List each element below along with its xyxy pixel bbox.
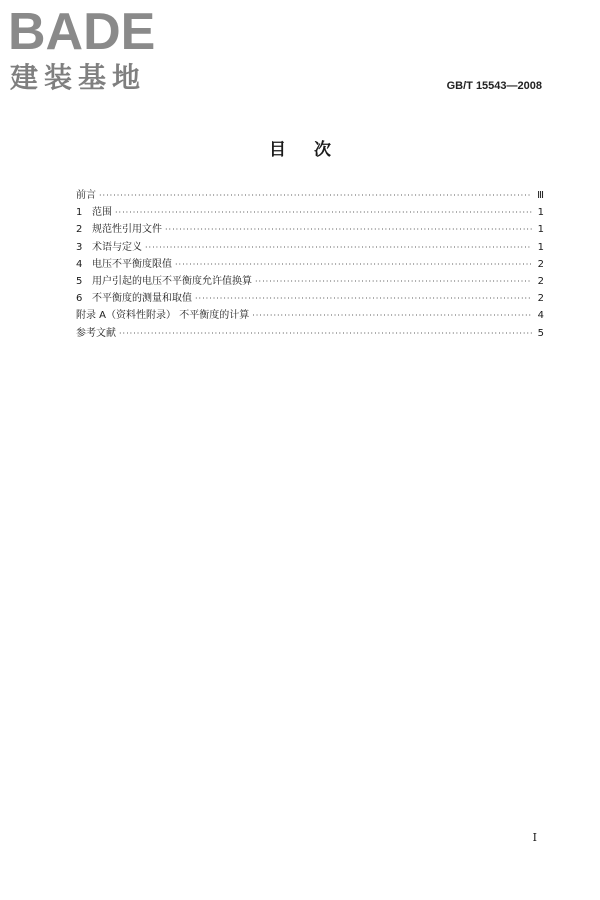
toc-entry-page: 5 xyxy=(537,327,544,339)
toc-entry-page: 2 xyxy=(537,258,544,270)
toc-leader-dots xyxy=(195,294,532,303)
toc-entry-number: 3 xyxy=(76,241,83,253)
toc-entry[interactable] xyxy=(76,255,544,272)
toc-entry-label: 不平衡度的测量和取值 xyxy=(92,293,192,305)
toc-entry-label: 术语与定义 xyxy=(92,241,142,253)
toc-entry-number: 6 xyxy=(76,293,83,305)
toc-entry-label: 参考文献 xyxy=(76,327,116,339)
table-of-contents xyxy=(76,186,544,341)
toc-entry-label: 规范性引用文件 xyxy=(92,224,162,236)
toc-leader-dots xyxy=(115,208,532,217)
toc-entry[interactable] xyxy=(76,272,544,289)
toc-entry-label: 附录 A（资料性附录） 不平衡度的计算 xyxy=(76,310,250,322)
toc-entry[interactable] xyxy=(76,289,544,306)
toc-entry[interactable] xyxy=(76,186,544,203)
toc-entry-page: 1 xyxy=(537,241,544,253)
watermark-logo xyxy=(8,4,178,96)
toc-entry-page: 1 xyxy=(537,224,544,236)
toc-entry-label: 范围 xyxy=(92,207,112,219)
toc-leader-dots xyxy=(165,225,532,234)
toc-entry-page: 2 xyxy=(537,275,544,287)
toc-leader-dots xyxy=(175,260,532,269)
toc-entry-page: 1 xyxy=(537,207,544,219)
toc-entry[interactable] xyxy=(76,203,544,220)
toc-entry-page: 4 xyxy=(537,310,544,322)
toc-leader-dots xyxy=(252,311,532,320)
toc-leader-dots xyxy=(255,277,532,286)
toc-entry-page: Ⅲ xyxy=(537,190,544,201)
toc-entry[interactable] xyxy=(76,238,544,255)
toc-entry-page: 2 xyxy=(537,293,544,305)
page-number: Ⅰ xyxy=(532,831,537,844)
toc-entry[interactable] xyxy=(76,306,544,323)
toc-entry-number: 2 xyxy=(76,224,83,236)
logo-subtitle: 建装基地 xyxy=(10,61,147,94)
toc-entry[interactable] xyxy=(76,220,544,237)
toc-title: 目次 xyxy=(269,140,359,160)
toc-entry-number: 1 xyxy=(76,207,83,219)
toc-leader-dots xyxy=(119,329,532,338)
toc-leader-dots xyxy=(99,191,532,200)
toc-entry[interactable] xyxy=(76,324,544,341)
toc-entry-label: 用户引起的电压不平衡度允许值换算 xyxy=(92,275,252,287)
toc-leader-dots xyxy=(145,243,532,252)
logo-brand-text: BADE xyxy=(8,3,156,61)
standard-code: GB/T 15543—2008 xyxy=(446,80,542,92)
toc-entry-label: 前言 xyxy=(76,190,96,201)
toc-entry-number: 5 xyxy=(76,275,83,287)
toc-entry-number: 4 xyxy=(76,258,83,270)
toc-entry-label: 电压不平衡度限值 xyxy=(92,258,172,270)
